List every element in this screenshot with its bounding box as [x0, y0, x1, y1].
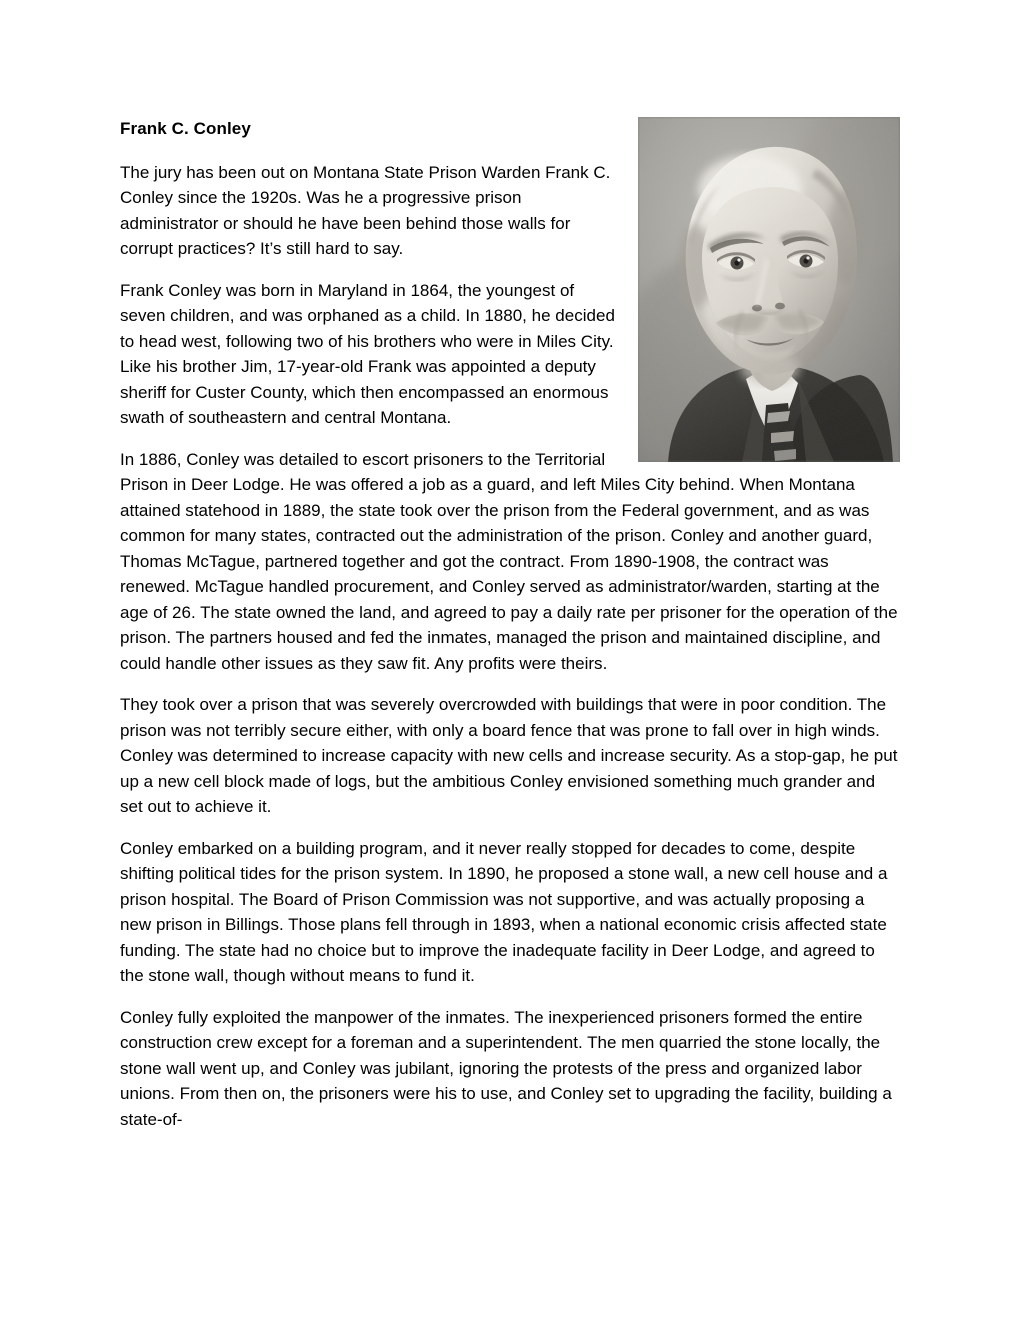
portrait-photograph: [638, 117, 900, 462]
page-title: Frank C. Conley: [120, 119, 251, 138]
body-paragraph: Conley fully exploited the manpower of the inmates. The inexperienced prisoners formed the entire construction crew except for a foreman and a superintendent. The men quarried the stone locally, the stone wall went up, and Conley was jubilant, ignoring the protests of the press and organized labor unions. From then on, the prisoners were his to use, and Conley set to upgrading the facility, building a state-of-: [120, 1007, 892, 1129]
body-paragraph: Frank Conley was born in Maryland in 1864, the youngest of seven children, and was orphaned as a child. In 1880, he decided to head west, following two of his brothers who were in Miles City. Like his brother Jim, 17-year-old Frank was appointed a deputy sheriff for Custer County, which then encompassed an enormous swath of southeastern and central Montana.: [120, 280, 615, 427]
document-content: [120, 116, 900, 1132]
body-paragraph: The jury has been out on Montana State Prison Warden Frank C. Conley since the 1920s. Was he a progressive prison administrator or should he have been behind those walls for corrupt practices? It’s still hard to say.: [120, 162, 611, 258]
body-paragraph: Conley embarked on a building program, and it never really stopped for decades to come, despite shifting political tides for the prison system. In 1890, he proposed a stone wall, a new cell house and a prison hospital. The Board of Prison Commission was not supportive, and was actually proposing a new prison in Billings. Those plans fell through in 1893, when a national economic crisis affected state funding. The state had no choice but to improve the inadequate facility in Deer Lodge, and agreed to the stone wall, though without means to fund it.: [120, 838, 888, 985]
body-paragraph: They took over a prison that was severely overcrowded with buildings that were in poor condition. The prison was not terribly secure either, with only a board fence that was prone to fall over in high winds. Conley was determined to increase capacity with new cells and increase security. As a stop-gap, he put up a new cell block made of logs, but the ambitious Conley envisioned something much grander and set out to achieve it.: [120, 695, 898, 816]
body-paragraph: In 1886, Conley was detailed to escort prisoners to the Territorial Prison in Deer Lodge. He was offered a job as a guard, and left Miles City behind. When Montana attained statehood in 1889, the state took over the prison from the Federal government, and as was common for many states, contracted out the administration of the prison. Conley and another guard, Thomas McTague, partnered together and got the contract. From 1890-1908, the contract was renewed. McTague handled procurement, and Conley served as administrator/warden, starting at the age of 26. The state owned the land, and agreed to pay a daily rate per prisoner for the operation of the prison. The partners housed and fed the inmates, managed the prison and maintained discipline, and could handle other issues as they saw fit. Any profits were theirs.: [120, 449, 898, 673]
portrait-photograph-image: [638, 117, 900, 462]
